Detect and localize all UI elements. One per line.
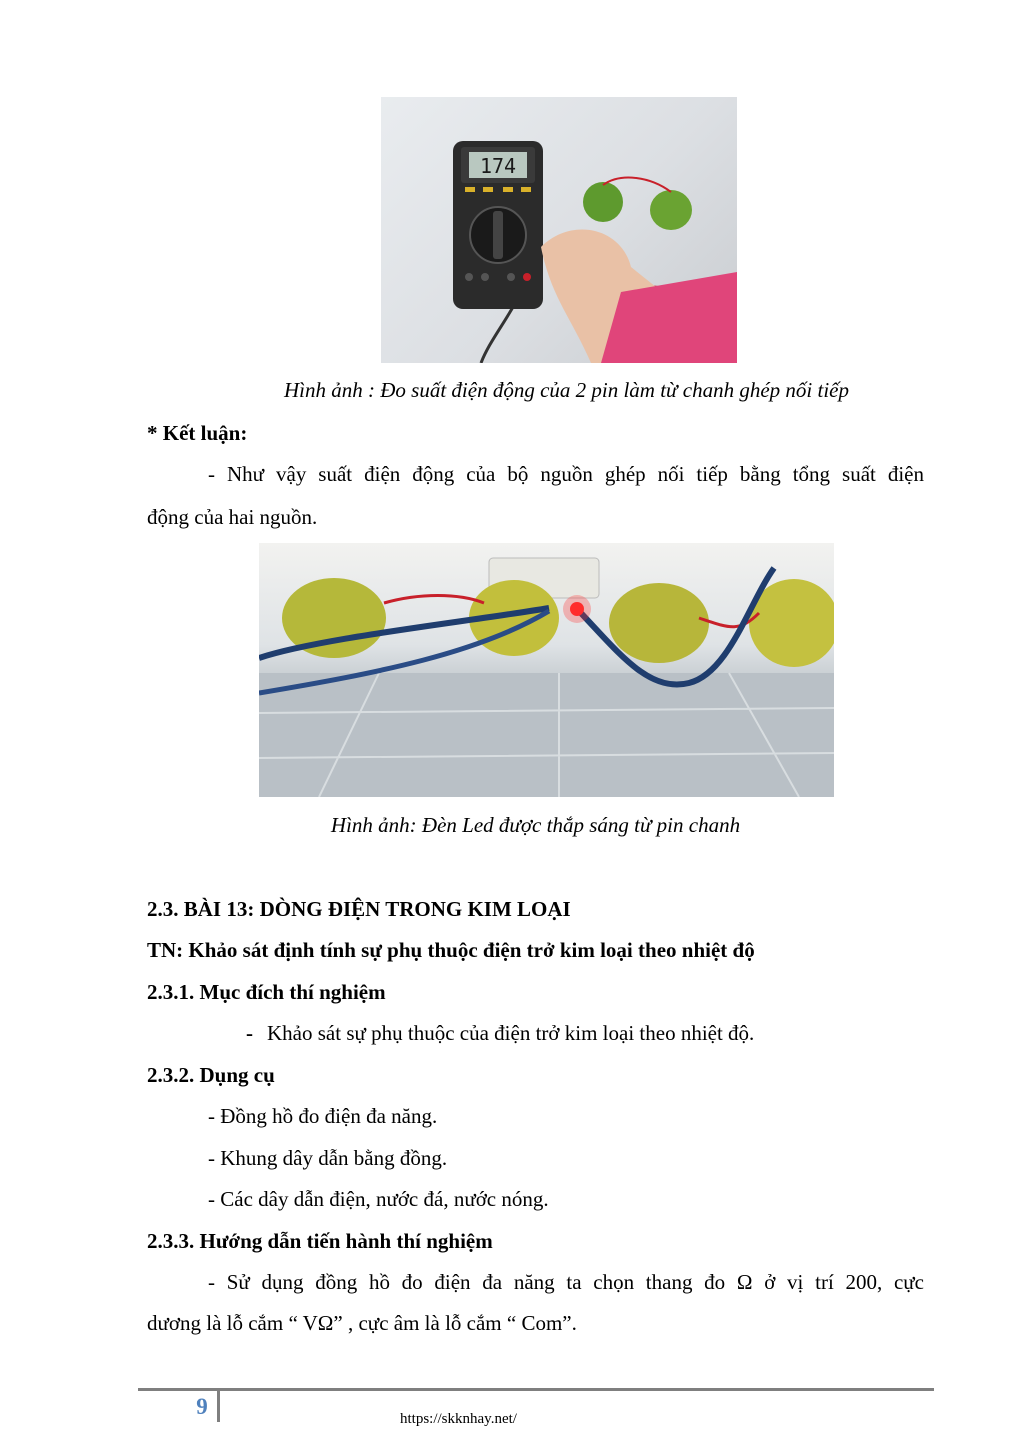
tool-item: - Khung dây dẫn bằng đồng. xyxy=(208,1146,448,1170)
guide-line1: - Sử dụng đồng hồ đo điện đa năng ta chọn thang đo Ω ở vị trí 200, cực xyxy=(208,1270,924,1294)
figure2-caption: Hình ảnh: Đèn Led được thắp sáng từ pin chanh xyxy=(330,813,741,837)
multimeter-photo xyxy=(381,97,737,363)
purpose-heading: 2.3.1. Mục đích thí nghiệm xyxy=(147,980,386,1004)
guide-heading: 2.3.3. Hướng dẫn tiến hành thí nghiệm xyxy=(147,1229,493,1253)
tool-item: - Đồng hồ đo điện đa năng. xyxy=(208,1104,438,1128)
guide-line2: dương là lỗ cắm “ VΩ” , cực âm là lỗ cắm “ Com”. xyxy=(147,1311,577,1335)
tools-heading: 2.3.2. Dụng cụ xyxy=(147,1063,275,1087)
led-lemon-photo xyxy=(259,543,834,797)
footer-divider xyxy=(138,1388,934,1391)
led-lemon-illustration xyxy=(259,543,834,797)
multimeter-illustration xyxy=(381,97,737,363)
experiment-title: TN: Khảo sát định tính sự phụ thuộc điện trở kim loại theo nhiệt độ xyxy=(147,938,755,962)
meter-display: 174 xyxy=(479,154,517,178)
section-title: 2.3. BÀI 13: DÒNG ĐIỆN TRONG KIM LOẠI xyxy=(147,897,571,921)
purpose-text: Khảo sát sự phụ thuộc của điện trở kim loại theo nhiệt độ. xyxy=(267,1021,755,1045)
conclusion-line2: động của hai nguồn. xyxy=(147,505,318,529)
tool-item: - Các dây dẫn điện, nước đá, nước nóng. xyxy=(208,1187,549,1211)
page-number: 9 xyxy=(196,1394,208,1419)
figure1-caption: Hình ảnh : Đo suất điện động của 2 pin làm từ chanh ghép nối tiếp xyxy=(284,378,849,402)
footer-url[interactable]: https://skknhay.net/ xyxy=(400,1411,517,1427)
purpose-bullet: - xyxy=(246,1021,253,1045)
conclusion-heading: * Kết luận: xyxy=(147,421,248,445)
conclusion-line1: - Như vậy suất điện động của bộ nguồn ghép nối tiếp bằng tổng suất điện xyxy=(208,462,924,486)
